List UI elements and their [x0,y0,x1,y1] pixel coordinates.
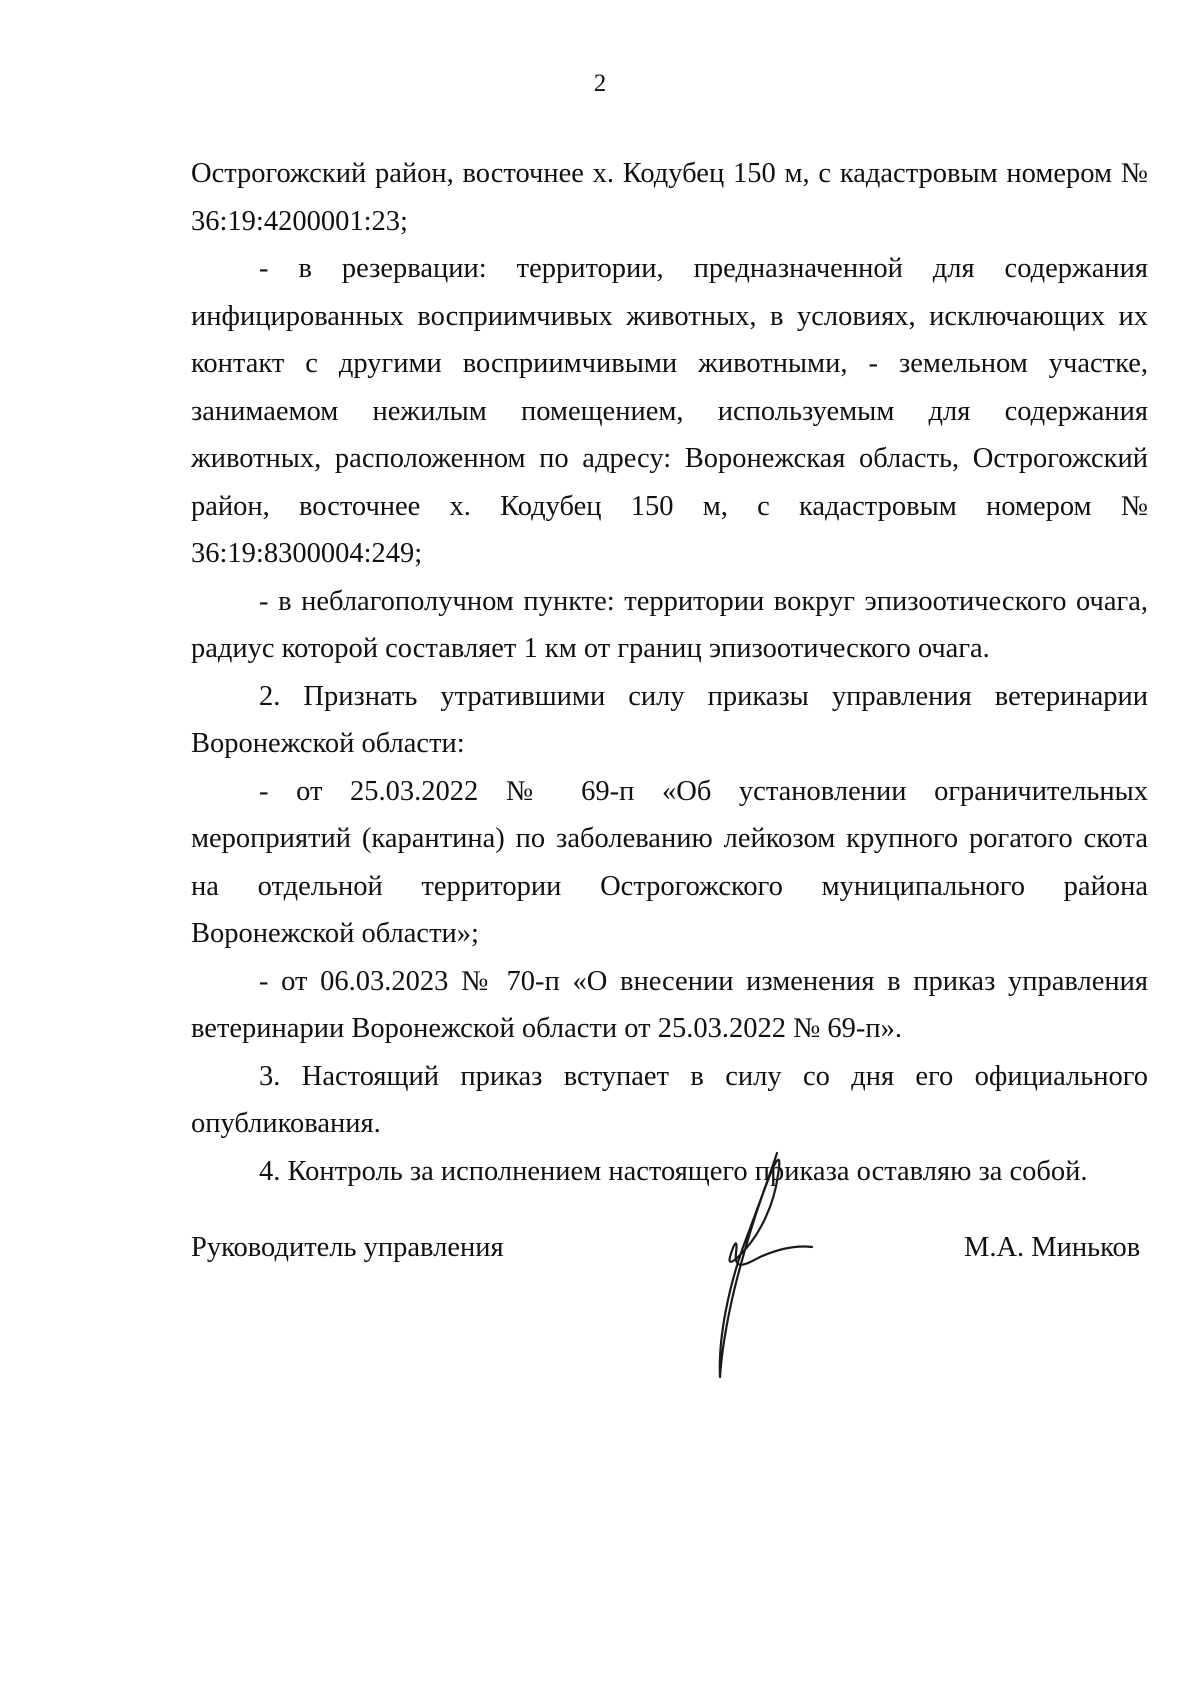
signatory-title: Руководитель управления [191,1232,504,1263]
signatory-name: М.А. Миньков [964,1232,1141,1263]
paragraph-reservation: - в резервации: территории, предназначенной для содержания инфицированных восприимчивых животных, в условиях, исключающих их контакт с другими восприимчивыми животными, - земельном участке, занимаемом нежилым помещением, используемым для содержания животных, расположенном по адресу: Воронежская область, Острогожский район, восточнее х. Кодубец 150 м, с кадастровым номером № 36:19:8300004:249; [191,253,1148,569]
paragraph-unfavorable-point: - в неблагополучном пункте: территории вокруг эпизоотического очага, радиус которой составляет 1 км от границ эпизоотического очага. [191,585,1148,664]
paragraph-item-2: 2. Признать утратившими силу приказы управления ветеринарии Воронежской области: [191,680,1148,759]
paragraph-order-69: - от 25.03.2022 № 69-п «Об установлении ограничительных мероприятий (карантина) по заболеванию лейкозом крупного рогатого скота на отдельной территории Острогожского муниципального района Воронежской области»; [191,775,1148,949]
paragraph-item-3: 3. Настоящий приказ вступает в силу со дня его официального опубликования. [191,1060,1148,1139]
paragraph-address-continuation: Острогожский район, восточнее х. Кодубец 150 м, с кадастровым номером № 36:19:4200001:23; [191,158,1148,237]
page-number: 2 [593,70,607,97]
paragraph-item-4: 4. Контроль за исполнением настоящего приказа оставляю за собой. [259,1155,1088,1187]
document-body [191,150,1148,1195]
paragraph-order-70: - от 06.03.2023 № 70-п «О внесении изменения в приказ управления ветеринарии Воронежской области от 25.03.2022 № 69-п». [191,965,1148,1044]
handwritten-signature [700,1145,830,1395]
